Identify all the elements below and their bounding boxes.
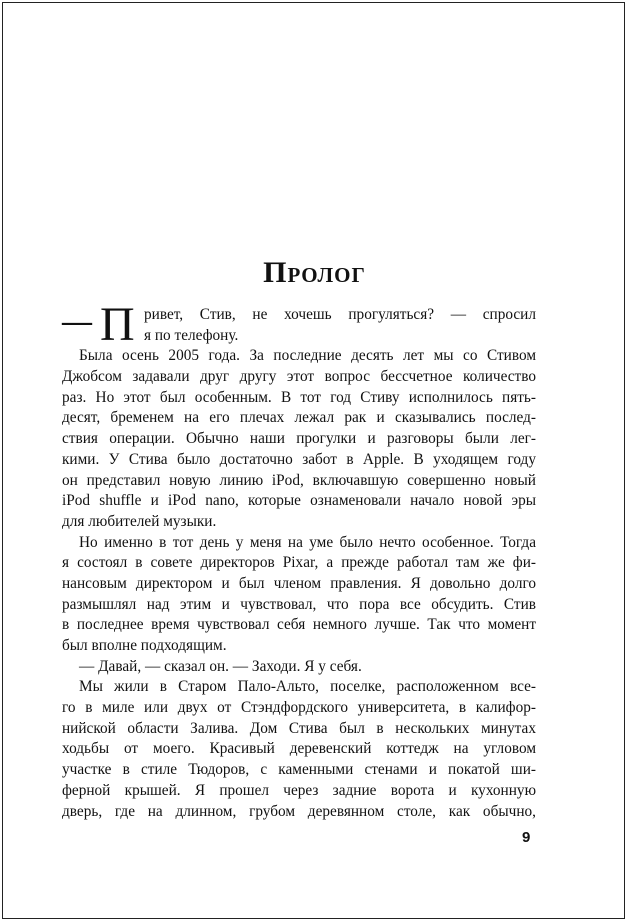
paragraph xyxy=(62,677,536,822)
text-line: ферной крышей. Я прошел через задние ворота и кухонную xyxy=(62,781,536,799)
text-line: Джобсом задавали друг другу этот вопрос бессчетное количество xyxy=(62,368,536,386)
text-line: в последнее время чувствовал себя немного лучше. Так что момент xyxy=(62,616,536,634)
paragraph xyxy=(62,533,536,657)
text-line: iPod shuffle и iPod nano, которые ознаменовали начало новой эры xyxy=(62,492,536,510)
dropcap-letter: П xyxy=(100,298,135,351)
text-line: дверь, где на длинном, грубом деревянном столе, как обычно, xyxy=(62,802,536,820)
paragraph xyxy=(62,657,536,678)
text-line: для любителей музыки. xyxy=(62,512,217,530)
dropcap-dash: — xyxy=(62,305,92,338)
text-line: Была осень 2005 года. За последние десять лет мы со Стивом xyxy=(79,347,536,365)
text-line: он представил новую линию iPod, включавшую совершенно новый xyxy=(62,471,536,489)
opening-paragraph xyxy=(62,298,536,351)
text-line: участке в стиле Тюдоров, с каменными стенами и покатой ши- xyxy=(62,761,536,779)
chapter-title: Пролог xyxy=(263,256,366,289)
text-line: нийской области Залива. Дом Стива был в нескольких минутах xyxy=(62,719,536,737)
text-line: размышлял над этим и чувствовал, что пора все обсудить. Стив xyxy=(62,595,536,613)
text-line: — Давай, — сказал он. — Заходи. Я у себя. xyxy=(79,657,362,675)
text-line: ходьбы от моего. Красивый деревенский коттедж на угловом xyxy=(62,740,536,758)
dropcap-lines xyxy=(144,305,536,346)
text-line: ствия операции. Обычно наши прогулки и разговоры были лег- xyxy=(62,430,536,448)
text-line: был вполне подходящим. xyxy=(62,637,227,655)
paragraph xyxy=(62,346,536,532)
text-line: кими. У Стива было достаточно забот в Apple. В уходящем году xyxy=(62,450,536,468)
text-line: десят, бременем на его плечах лежал рак и сказывались послед- xyxy=(62,409,536,427)
text-line: Но именно в тот день у меня на уме было нечто особенное. Тогда xyxy=(79,533,536,551)
text-line: я по телефону. xyxy=(144,326,239,344)
text-line: раз. Но этот был особенным. В тот год Стиву исполнилось пять- xyxy=(62,388,536,406)
text-line: Мы жили в Старом Пало-Альто, поселке, расположенном все- xyxy=(79,678,536,696)
page-number: 9 xyxy=(522,829,531,846)
text-line: го в миле или двух от Стэндфордского университета, в калифор- xyxy=(62,699,536,717)
body-text xyxy=(62,298,536,822)
text-line: ривет, Стив, не хочешь прогуляться? — спросил xyxy=(144,306,536,323)
text-line: нансовым директором и был членом правления. Я довольно долго xyxy=(62,574,536,592)
text-line: я состоял в совете директоров Pixar, а прежде работал там же фи- xyxy=(62,554,536,572)
